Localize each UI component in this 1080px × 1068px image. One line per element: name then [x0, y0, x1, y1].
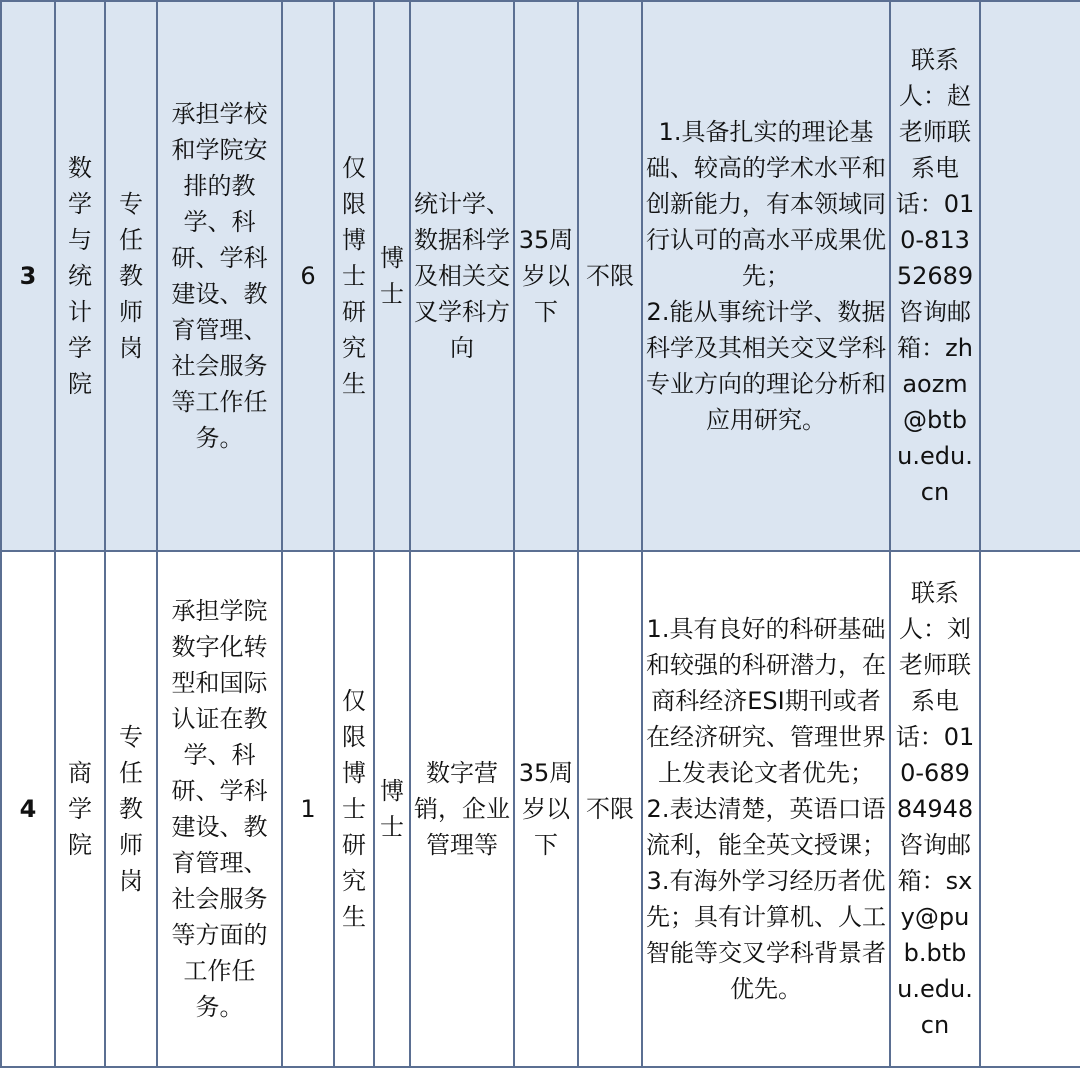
education-cell: 仅限博士研究生 — [334, 1, 374, 551]
position-cell: 专任教师岗 — [105, 1, 157, 551]
major-cell: 统计学、数据科学及相关交叉学科方向 — [410, 1, 514, 551]
age-cell: 35周岁以下 — [514, 551, 578, 1067]
table-row — [1, 551, 1080, 1067]
row-index: 3 — [1, 1, 55, 551]
duties-cell: 承担学校和学院安排的教学、科研、学科建设、教育管理、社会服务等工作任务。 — [157, 1, 282, 551]
age-cell: 35周岁以下 — [514, 1, 578, 551]
major-cell: 数字营销，企业管理等 — [410, 551, 514, 1067]
position-cell: 专任教师岗 — [105, 551, 157, 1067]
row-index: 4 — [1, 551, 55, 1067]
other-requirement-cell: 不限 — [578, 551, 642, 1067]
requirements-text: 1.具有良好的科研基础和较强的科研潜力，在商科经济ESI期刊或者在经济研究、管理世界上发表论文者优先； 2.表达清楚，英语口语流利，能全英文授课； 3.有海外学习经历者优先；具有计算机、人工智能等交叉学科背景者优先。 — [646, 615, 886, 1003]
requirements-text: 1.具备扎实的理论基础、较高的学术水平和创新能力，有本领域同行认可的高水平成果优先； 2.能从事统计学、数据科学及其相关交叉学科专业方向的理论分析和应用研究。 — [646, 118, 886, 434]
other-requirement-cell: 不限 — [578, 1, 642, 551]
education-cell: 仅限博士研究生 — [334, 551, 374, 1067]
contact-cell: 联系人：刘老师联系电话：010-68984948咨询邮箱：sxy@pub.btbu.edu.cn — [890, 551, 980, 1067]
contact-cell: 联系人：赵老师联系电话：010-81352689咨询邮箱：zhaozm@btbu.edu.cn — [890, 1, 980, 551]
quota-cell: 6 — [282, 1, 334, 551]
requirements-cell — [642, 551, 890, 1067]
remark-cell — [980, 551, 1080, 1067]
remark-cell — [980, 1, 1080, 551]
degree-cell: 博士 — [374, 551, 410, 1067]
duties-cell: 承担学院数字化转型和国际认证在教学、科研、学科建设、教育管理、社会服务等方面的工作任务。 — [157, 551, 282, 1067]
table-row — [1, 1, 1080, 551]
degree-cell: 博士 — [374, 1, 410, 551]
department-cell: 商学院 — [55, 551, 105, 1067]
quota-cell: 1 — [282, 551, 334, 1067]
department-cell: 数学与统计学院 — [55, 1, 105, 551]
requirements-cell — [642, 1, 890, 551]
